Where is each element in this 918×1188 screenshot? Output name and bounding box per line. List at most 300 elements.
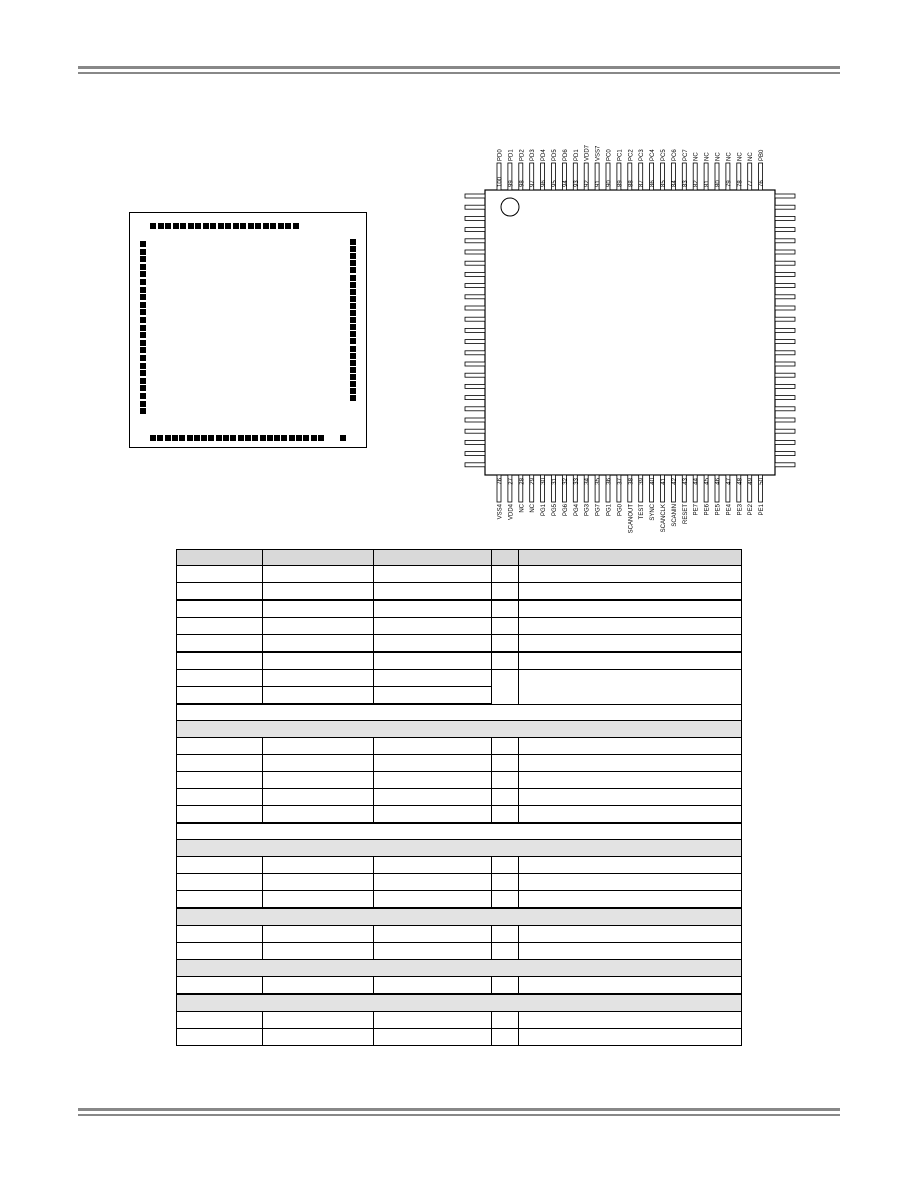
lead-right <box>775 463 795 467</box>
die-pad <box>255 223 261 229</box>
lead-left <box>465 463 485 467</box>
die-pad <box>274 435 280 441</box>
table-cell <box>492 772 519 789</box>
die-pad <box>140 370 146 376</box>
table-cell <box>177 1012 263 1029</box>
pin-number-top: 98 <box>519 180 526 187</box>
die-pad <box>195 223 201 229</box>
pin-name-bottom: PE1 <box>759 504 766 516</box>
die-pad <box>140 355 146 361</box>
pin-number-top: 79 <box>726 180 733 187</box>
lead-left <box>465 384 485 388</box>
table-cell <box>177 755 263 772</box>
pin-name-bottom: SCANOUT <box>628 504 635 534</box>
pin-number-top: 95 <box>552 180 558 187</box>
table-cell <box>263 652 374 670</box>
table-row <box>177 704 742 721</box>
die-pad <box>350 381 356 387</box>
pin-name-top: PC3 <box>639 149 646 161</box>
die-pad <box>140 309 146 315</box>
table-cell <box>519 977 742 995</box>
table-cell <box>519 857 742 874</box>
die-pad <box>248 223 254 229</box>
table-cell <box>374 738 492 755</box>
pin-number-bottom: 28 <box>519 478 526 485</box>
die-pad-diagram <box>129 212 367 448</box>
table-cell <box>374 618 492 635</box>
table-cell <box>492 670 519 705</box>
pin-number-bottom: 42 <box>671 478 678 485</box>
pin-name-bottom: SCANIN <box>671 504 678 527</box>
table-cell <box>263 874 374 891</box>
table-cell <box>263 566 374 583</box>
pin-number-top: 87 <box>639 180 646 187</box>
pin-number-bottom: 38 <box>628 478 635 485</box>
table-cell <box>177 704 742 721</box>
table-cell <box>374 600 492 618</box>
pin-number-bottom: 32 <box>562 478 569 485</box>
lead-left <box>465 306 485 310</box>
die-pad <box>140 279 146 285</box>
lead-left <box>465 407 485 411</box>
die-pad <box>140 347 146 353</box>
die-pad <box>225 223 231 229</box>
die-pad <box>140 393 146 399</box>
table-cell <box>177 840 742 857</box>
table-row <box>177 908 742 926</box>
table-cell <box>374 943 492 960</box>
lead-left <box>465 396 485 400</box>
die-pad <box>188 223 194 229</box>
die-pad <box>350 338 356 344</box>
table-cell <box>177 891 263 909</box>
table-cell <box>519 1012 742 1029</box>
table-cell <box>492 618 519 635</box>
die-pad <box>350 267 356 273</box>
pin-name-top: PC1 <box>617 149 624 161</box>
lead-left <box>465 284 485 288</box>
pin-number-bottom: 47 <box>726 478 733 485</box>
lead-right <box>775 452 795 456</box>
table-cell <box>263 635 374 653</box>
table-cell <box>492 738 519 755</box>
table-cell <box>177 687 263 705</box>
table-cell <box>374 789 492 806</box>
table-cell <box>374 583 492 601</box>
table-row <box>177 840 742 857</box>
table-cell <box>374 550 492 566</box>
table-cell <box>374 566 492 583</box>
pin-number-bottom: 48 <box>737 478 744 485</box>
table-cell <box>263 738 374 755</box>
die-pad <box>173 223 179 229</box>
table-cell <box>177 994 742 1012</box>
table-cell <box>374 1012 492 1029</box>
pin-name-top: PD2 <box>519 149 526 161</box>
pin-number-top: 85 <box>661 180 667 187</box>
table-cell <box>519 670 742 705</box>
table-cell <box>177 1029 263 1046</box>
header-rule <box>78 66 840 69</box>
table-row <box>177 823 742 840</box>
pin-name-top: NC <box>704 152 711 161</box>
die-pad <box>179 435 185 441</box>
lead-right <box>775 429 795 433</box>
table-cell <box>492 635 519 653</box>
pin-name-top: NC <box>693 152 700 161</box>
table-cell <box>374 1029 492 1046</box>
table-cell <box>177 670 263 687</box>
pin-number-bottom: 45 <box>704 478 711 485</box>
die-pad <box>350 296 356 302</box>
die-pad <box>303 435 309 441</box>
table-cell <box>177 977 263 995</box>
pin-name-top: NC <box>737 152 744 161</box>
pin-name-bottom: PE4 <box>726 504 733 516</box>
lead-right <box>775 228 795 232</box>
table-cell <box>492 789 519 806</box>
die-pad <box>140 317 146 323</box>
lead-right <box>775 407 795 411</box>
pin-name-bottom: PG0 <box>617 504 624 517</box>
table-cell <box>177 550 263 566</box>
table-cell <box>519 806 742 824</box>
pin-number-bottom: 33 <box>573 478 580 485</box>
die-pad <box>350 275 356 281</box>
die-pad <box>350 317 356 323</box>
lead-right <box>775 284 795 288</box>
table-cell <box>519 926 742 943</box>
table-row <box>177 738 742 755</box>
pin-number-top: 84 <box>671 180 678 187</box>
lead-left <box>465 362 485 366</box>
pin-number-top: 100 <box>497 176 504 187</box>
table-cell <box>492 857 519 874</box>
die-pad <box>350 282 356 288</box>
die-pad <box>350 253 356 259</box>
table-cell <box>519 600 742 618</box>
table-cell <box>492 926 519 943</box>
table-cell <box>492 891 519 909</box>
die-pad <box>140 340 146 346</box>
table-cell <box>263 687 374 705</box>
die-pad <box>285 223 291 229</box>
table-cell <box>263 806 374 824</box>
die-pad <box>350 360 356 366</box>
table-cell <box>263 550 374 566</box>
table-cell <box>519 583 742 601</box>
pin-name-top: PD0 <box>497 149 504 161</box>
pin-name-top: PC7 <box>682 149 689 161</box>
die-pad <box>293 223 299 229</box>
table-cell <box>519 566 742 583</box>
die-pad <box>350 331 356 337</box>
lead-left <box>465 373 485 377</box>
lead-left <box>465 239 485 243</box>
lead-left <box>465 261 485 265</box>
pin-name-bottom: VSS4 <box>497 504 504 520</box>
pin-number-top: 88 <box>628 180 635 187</box>
die-pad <box>150 435 156 441</box>
table-cell <box>492 583 519 601</box>
table-cell <box>177 943 263 960</box>
table-row <box>177 789 742 806</box>
pin-name-top: PD6 <box>562 149 569 161</box>
die-pad <box>216 435 222 441</box>
pin-name-top: NC <box>726 152 733 161</box>
lead-left <box>465 228 485 232</box>
table-cell <box>263 857 374 874</box>
die-pad <box>140 271 146 277</box>
table-cell <box>519 635 742 653</box>
table-cell <box>492 1029 519 1046</box>
table-row <box>177 721 742 738</box>
die-pad <box>350 289 356 295</box>
die-pad <box>140 294 146 300</box>
table-row <box>177 618 742 635</box>
die-pad <box>311 435 317 441</box>
lead-right <box>775 239 795 243</box>
pin-number-top: 86 <box>650 180 657 187</box>
table-cell <box>177 583 263 601</box>
table-row <box>177 755 742 772</box>
pin-number-top: 89 <box>617 180 624 187</box>
table-cell <box>492 806 519 824</box>
pin-name-top: VSS7 <box>595 145 602 161</box>
table-cell <box>263 618 374 635</box>
lead-right <box>775 418 795 422</box>
die-pad <box>140 363 146 369</box>
table-row <box>177 772 742 789</box>
table-cell <box>374 926 492 943</box>
pin-name-bottom: PG1 <box>541 504 548 517</box>
pin-number-top: 99 <box>508 180 515 187</box>
die-pad <box>187 435 193 441</box>
table-cell <box>177 857 263 874</box>
pin-name-top: NC <box>715 152 722 161</box>
pin-number-top: 93 <box>573 180 580 187</box>
lead-right <box>775 340 795 344</box>
table-cell <box>374 772 492 789</box>
pin-description-table <box>176 549 742 1046</box>
pin-number-bottom: 41 <box>661 478 667 485</box>
die-pad <box>230 435 236 441</box>
table-cell <box>374 857 492 874</box>
table-cell <box>177 738 263 755</box>
pin-name-top: PD1 <box>573 149 580 161</box>
pin-name-bottom: PG4 <box>573 504 580 517</box>
die-pad <box>350 324 356 330</box>
table-cell <box>519 618 742 635</box>
table-cell <box>519 772 742 789</box>
pin-name-top: PC0 <box>606 149 613 161</box>
table-cell <box>177 823 742 840</box>
table-cell <box>374 874 492 891</box>
lead-right <box>775 194 795 198</box>
left-leads <box>465 194 485 467</box>
table-cell <box>374 977 492 995</box>
table-cell <box>177 721 742 738</box>
table-cell <box>263 943 374 960</box>
table-cell <box>177 772 263 789</box>
pin-name-bottom: PE2 <box>748 504 755 516</box>
table-cell <box>374 755 492 772</box>
table-cell <box>263 670 374 687</box>
pin-number-bottom: 35 <box>595 478 602 485</box>
pin-number-bottom: 31 <box>552 478 558 485</box>
table-cell <box>492 943 519 960</box>
table-cell <box>519 943 742 960</box>
pin-name-bottom: RESET <box>682 504 689 525</box>
lead-right <box>775 216 795 220</box>
pin-name-top: PC6 <box>671 149 678 161</box>
table-cell <box>177 600 263 618</box>
lead-left <box>465 205 485 209</box>
table-cell <box>492 600 519 618</box>
pin-number-top: 83 <box>682 180 689 187</box>
table-cell <box>177 635 263 653</box>
table-cell <box>177 806 263 824</box>
table-cell <box>263 977 374 995</box>
pin-name-top: PC5 <box>661 149 667 161</box>
table-cell <box>263 772 374 789</box>
lead-left <box>465 216 485 220</box>
table-cell <box>519 652 742 670</box>
lead-left <box>465 440 485 444</box>
table-cell <box>492 566 519 583</box>
table-cell <box>492 550 519 566</box>
table-row <box>177 670 742 687</box>
pin-name-bottom: SYNC <box>650 504 657 521</box>
pin-name-top: PD1 <box>508 149 515 161</box>
die-pad <box>140 385 146 391</box>
pin-number-top: 94 <box>562 180 569 187</box>
table-row <box>177 1029 742 1046</box>
pin-number-bottom: 76 <box>497 478 504 485</box>
table-cell <box>177 908 742 926</box>
pin-name-bottom: TEST <box>639 504 646 520</box>
die-pad <box>281 435 287 441</box>
pin-number-top: 76 <box>759 180 766 187</box>
table-row <box>177 926 742 943</box>
table-cell <box>492 755 519 772</box>
pin-name-bottom: PG1 <box>606 504 613 517</box>
table-cell <box>263 1012 374 1029</box>
die-pad <box>350 303 356 309</box>
die-pad <box>140 287 146 293</box>
pin-number-top: 97 <box>530 180 537 187</box>
lead-right <box>775 261 795 265</box>
pin-name-bottom: PE5 <box>715 504 722 516</box>
lead-left <box>465 194 485 198</box>
die-pad <box>296 435 302 441</box>
die-pad <box>140 401 146 407</box>
table-row <box>177 600 742 618</box>
table-row <box>177 874 742 891</box>
qfp-package-diagram <box>460 140 800 534</box>
table-cell <box>519 550 742 566</box>
table-cell <box>519 891 742 909</box>
table-cell <box>177 789 263 806</box>
lead-right <box>775 384 795 388</box>
pin-number-bottom: 29 <box>530 478 537 485</box>
table-cell <box>263 926 374 943</box>
lead-left <box>465 340 485 344</box>
die-pad <box>140 302 146 308</box>
die-pad <box>278 223 284 229</box>
table-cell <box>374 652 492 670</box>
table-row <box>177 977 742 995</box>
die-pad <box>140 241 146 247</box>
table-cell <box>519 789 742 806</box>
pin-name-bottom: NC <box>530 504 537 513</box>
lead-left <box>465 295 485 299</box>
die-pad <box>350 310 356 316</box>
table-cell <box>177 874 263 891</box>
lead-right <box>775 295 795 299</box>
pin-number-bottom: 27 <box>508 478 515 485</box>
pin-number-top: 90 <box>606 180 613 187</box>
die-pad <box>218 223 224 229</box>
pin-name-bottom: PE3 <box>737 504 744 516</box>
top-leads <box>497 144 765 190</box>
die-pad <box>140 249 146 255</box>
lead-right <box>775 317 795 321</box>
pin-name-bottom: PE7 <box>693 504 700 516</box>
pin-number-bottom: 36 <box>606 478 613 485</box>
die-pad <box>233 223 239 229</box>
die-pad <box>350 260 356 266</box>
table-cell <box>519 755 742 772</box>
pin-name-bottom: PE6 <box>704 504 711 516</box>
die-pad <box>289 435 295 441</box>
table-cell <box>374 670 492 687</box>
table-cell <box>492 652 519 670</box>
lead-left <box>465 272 485 276</box>
table-row <box>177 635 742 653</box>
pin-name-bottom: PG5 <box>552 504 558 517</box>
die-pad <box>350 395 356 401</box>
lead-left <box>465 429 485 433</box>
die-pad <box>350 246 356 252</box>
table-cell <box>177 566 263 583</box>
table-cell <box>263 583 374 601</box>
right-leads <box>775 194 795 467</box>
die-pad <box>165 223 171 229</box>
pin-number-bottom: 40 <box>650 478 657 485</box>
pin-name-top: PC2 <box>628 149 635 161</box>
lead-right <box>775 351 795 355</box>
pin-number-top: 77 <box>748 180 755 187</box>
table-row <box>177 891 742 909</box>
die-pad <box>350 388 356 394</box>
table-row <box>177 652 742 670</box>
table-row <box>177 566 742 583</box>
table-cell <box>492 1012 519 1029</box>
pin-number-bottom: 34 <box>584 478 591 485</box>
table-cell <box>177 960 742 977</box>
pin-number-top: 92 <box>584 180 591 187</box>
table-row <box>177 1012 742 1029</box>
die-pad <box>172 435 178 441</box>
die-pad <box>140 378 146 384</box>
die-pad <box>140 408 146 414</box>
die-pad <box>263 223 269 229</box>
pin-number-bottom: 44 <box>693 478 700 485</box>
table-cell <box>177 652 263 670</box>
table-cell <box>519 874 742 891</box>
lead-right <box>775 362 795 366</box>
